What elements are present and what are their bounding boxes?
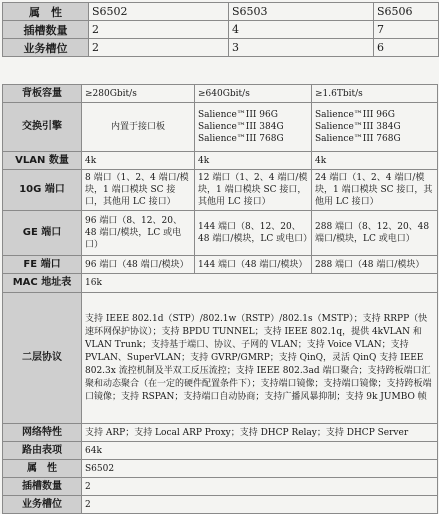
port-10g-cell: 12 端口（1、2、4 端口/模块，1 端口模块 SC 接口，其他用 LC 接口） xyxy=(195,170,312,211)
backplane-cell: ≥280Gbit/s xyxy=(82,85,195,103)
table-row xyxy=(3,211,438,256)
backplane-label: 背板容量 xyxy=(3,85,82,103)
vlan-label: VLAN 数量 xyxy=(3,152,82,170)
fe-cell: 96 端口（48 端口/模块） xyxy=(82,256,195,274)
attr-label: 属 性 xyxy=(3,460,82,478)
engine-line: Salience™III 96G xyxy=(315,110,395,120)
table-row xyxy=(3,442,438,460)
l2-cell: 支持 IEEE 802.1d（STP）/802.1w（RSTP）/802.1s（MSTP）；支持 RRPP（快速环网保护协议）；支持 BPDU TUNNEL；支持 IEEE 802.1q，提供 4kVLAN 和 VLAN Trunk；支持基于端口、协议、子网的 VLAN；支持 Voice VLAN；支持 PVLAN、SuperVLAN；支持 GVRP/GMRP；支持 QinQ，灵活 QinQ 支持 IEEE 802.3x 流控机制及半双工反压流控；支持 IEEE 802.3ad 端口聚合；支持跨板端口汇聚和动态聚合（在一定的硬件配置条件下）；支持端口镜像；支持端口镜像；支持跨板端口镜像；支持 RSPAN；支持端口自动协商；支持广播风暴抑制；支持 9k JUMBO 帧 xyxy=(82,293,438,424)
slots-cell: 2 xyxy=(82,478,438,496)
slots-cell: 4 xyxy=(229,21,374,39)
slots-label: 插槽数量 xyxy=(3,478,82,496)
backplane-cell: ≥640Gbit/s xyxy=(195,85,312,103)
fe-cell: 288 端口（48 端口/模块） xyxy=(312,256,438,274)
port-10g-cell: 24 端口（1、2、4 端口/模块，1 端口模块 SC 接口，其他用 LC 接口） xyxy=(312,170,438,211)
table-row xyxy=(3,85,438,103)
vlan-cell: 4k xyxy=(82,152,195,170)
table-row xyxy=(3,424,438,442)
vlan-cell: 4k xyxy=(312,152,438,170)
net-label: 网络特性 xyxy=(3,424,82,442)
service-slots-label: 业务槽位 xyxy=(3,496,82,514)
table-row xyxy=(3,3,439,21)
route-label: 路由表项 xyxy=(3,442,82,460)
table-row xyxy=(3,460,438,478)
attr-cell: S6502 xyxy=(82,460,438,478)
fe-label: FE 端口 xyxy=(3,256,82,274)
table-row xyxy=(3,170,438,211)
slots-header: 插槽数量 xyxy=(3,21,89,39)
net-cell: 支持 ARP；支持 Local ARP Proxy；支持 DHCP Relay；支持 DHCP Server xyxy=(82,424,438,442)
engine-line: Salience™III 384G xyxy=(198,122,284,132)
model-cell: S6503 xyxy=(229,3,374,21)
switch-engine-cell xyxy=(312,103,438,152)
table-row xyxy=(3,274,438,293)
engine-line: Salience™III 768G xyxy=(198,134,284,144)
route-cell: 64k xyxy=(82,442,438,460)
table-row xyxy=(3,152,438,170)
spec-table xyxy=(2,84,438,514)
fe-cell: 144 端口（48 端口/模块） xyxy=(195,256,312,274)
l2-label: 二层协议 xyxy=(3,293,82,424)
slots-cell: 7 xyxy=(374,21,439,39)
model-cell: S6502 xyxy=(89,3,229,21)
port-10g-label: 10G 端口 xyxy=(3,170,82,211)
table-row xyxy=(3,496,438,514)
backplane-cell: ≥1.6Tbit/s xyxy=(312,85,438,103)
attr-header: 属 性 xyxy=(3,3,89,21)
switch-engine-cell xyxy=(195,103,312,152)
model-cell: S6506 xyxy=(374,3,439,21)
service-slots-cell: 3 xyxy=(229,39,374,57)
table-row xyxy=(3,256,438,274)
table-row xyxy=(3,478,438,496)
engine-line: Salience™III 768G xyxy=(315,134,401,144)
port-10g-cell: 8 端口（1、2、4 端口/模块，1 端口模块 SC 接口，其他用 LC 接口） xyxy=(82,170,195,211)
model-summary-table xyxy=(2,2,439,57)
slots-cell: 2 xyxy=(89,21,229,39)
service-slots-cell: 2 xyxy=(89,39,229,57)
table-row xyxy=(3,39,439,57)
engine-line: Salience™III 384G xyxy=(315,122,401,132)
ge-cell: 144 端口（8、12、20、48 端口/模块，LC 或电口） xyxy=(195,211,312,256)
table-row xyxy=(3,21,439,39)
mac-label: MAC 地址表 xyxy=(3,274,82,293)
service-slots-header: 业务槽位 xyxy=(3,39,89,57)
service-slots-cell: 6 xyxy=(374,39,439,57)
switch-engine-label: 交换引擎 xyxy=(3,103,82,152)
ge-label: GE 端口 xyxy=(3,211,82,256)
vlan-cell: 4k xyxy=(195,152,312,170)
switch-engine-cell: 内置于接口板 xyxy=(82,103,195,152)
table-row xyxy=(3,293,438,424)
mac-cell: 16k xyxy=(82,274,438,293)
engine-line: Salience™III 96G xyxy=(198,110,278,120)
table-row xyxy=(3,103,438,152)
service-slots-cell: 2 xyxy=(82,496,438,514)
ge-cell: 288 端口（8、12、20、48 端口/模块，LC 或电口） xyxy=(312,211,438,256)
ge-cell: 96 端口（8、12、20、48 端口/模块，LC 或电口） xyxy=(82,211,195,256)
